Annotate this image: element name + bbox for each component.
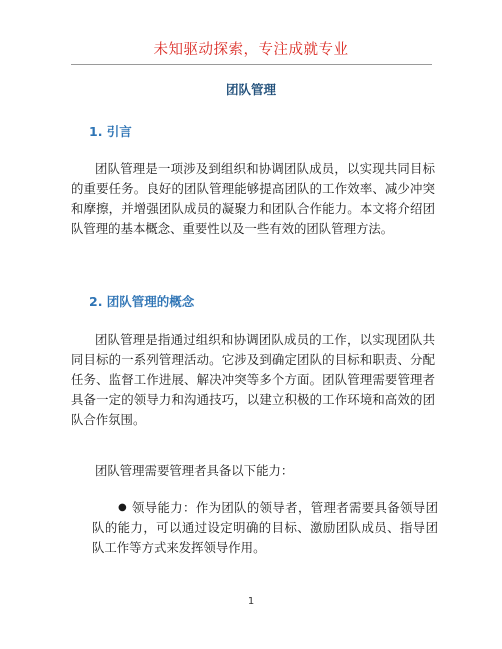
section-heading-concept: 2. 团队管理的概念 — [89, 294, 195, 309]
paragraph-concept: 团队管理是指通过组织和协调团队成员的工作，以实现团队共同目标的一系列管理活动。它涉及到确定团队的目标和职责、分配任务、监督工作进展、解决冲突等多个方面。团队管理需要管理者具备一定的领导力和沟通技巧，以建立积极的工作环境和高效的团队合作氛围。 — [71, 332, 435, 427]
list-item-leadership — [92, 498, 438, 558]
bullet-icon: ● — [118, 502, 127, 513]
list-item-text: 领导能力：作为团队的领导者，管理者需要具备领导团队的能力，可以通过设定明确的目标、激励团队成员、指导团队工作等方式来发挥领导作用。 — [92, 500, 438, 555]
page-header: 未知驱动探索，专注成就专业 — [153, 42, 349, 58]
paragraph-abilities-intro: 团队管理需要管理者具备以下能力： — [95, 463, 294, 478]
page-number: 1 — [247, 596, 255, 607]
section-heading-introduction: 1. 引言 — [89, 124, 132, 139]
document-title: 团队管理 — [225, 82, 276, 97]
paragraph-introduction: 团队管理是一项涉及到组织和协调团队成员，以实现共同目标的重要任务。良好的团队管理能够提高团队的工作效率、减少冲突和摩擦，并增强团队成员的凝聚力和团队合作能力。本文将介绍团队管理的基本概念、重要性以及一些有效的团队管理方法。 — [71, 161, 435, 236]
header-divider — [71, 64, 432, 65]
